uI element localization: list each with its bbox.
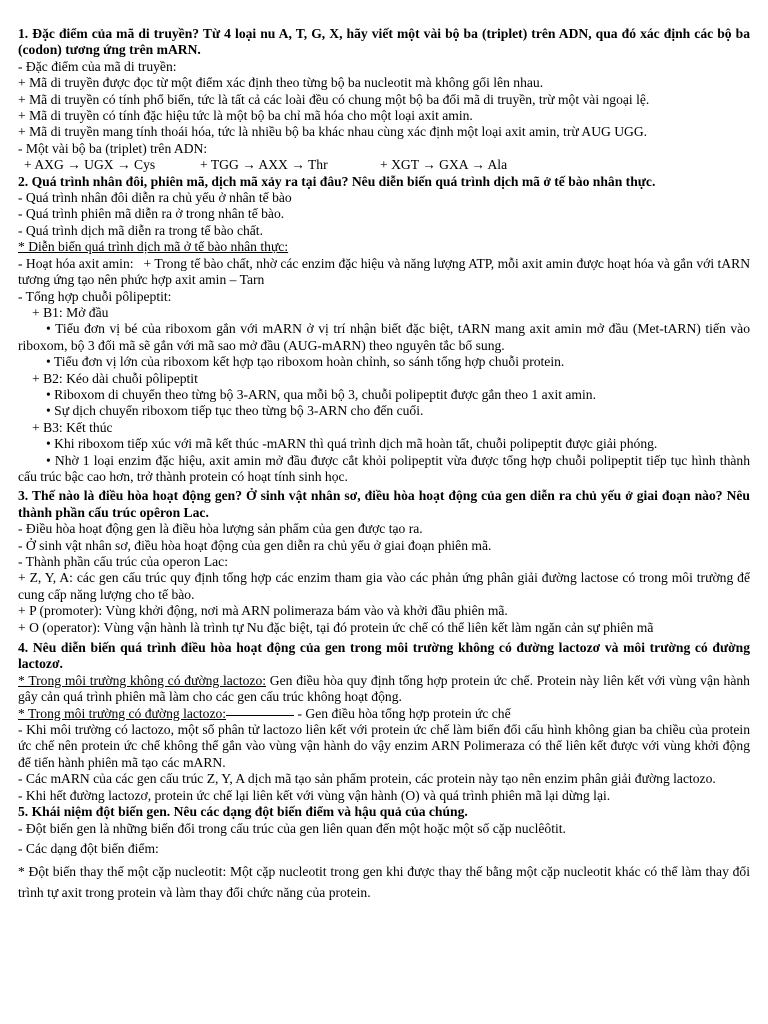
step-b3: + B3: Kết thúc bbox=[32, 419, 113, 435]
lactose-text: - Gen điều hòa tổng hợp protein ức chế bbox=[297, 705, 511, 721]
q3-line: + P (promoter): Vùng khởi động, nơi mà ARN polimeraza bám vào và khởi đầu phiên mã. bbox=[18, 603, 508, 619]
triplet-item: + TGG → AXX → Thr bbox=[200, 157, 328, 173]
q5-line: - Các dạng đột biến điểm: bbox=[18, 840, 159, 856]
q1-line: - Một vài bộ ba (triplet) trên ADN: bbox=[18, 140, 208, 156]
q4-line: - Các mARN của các gen cấu trúc Z, Y, A dịch mã tạo sản phẩm protein, các protein này tạo nên enzim phân giải đường lactozo. bbox=[18, 771, 716, 787]
q4-title: 4. Nêu diễn biến quá trình điều hòa hoạt động của gen trong môi trường không có đường lactozơ và môi trường có đường lactozơ. bbox=[18, 640, 750, 672]
q5-title: 5. Khái niệm đột biến gen. Nêu các dạng đột biến điểm và hậu quả của chúng. bbox=[18, 804, 468, 820]
q2-line: - Quá trình nhân đôi diễn ra chủ yếu ở nhân tế bào bbox=[18, 190, 292, 206]
q1-title: 1. Đặc điểm của mã di truyền? Từ 4 loại nu A, T, G, X, hãy viết một vài bộ ba (triplet) trên ADN, qua đó xác định các bộ ba (codon) tương ứng trên mARN. bbox=[18, 26, 750, 58]
step-b1-b: • Tiểu đơn vị lớn của riboxom kết hợp tạo riboxom hoàn chỉnh, so sánh tổng hợp chuỗi protein. bbox=[46, 354, 565, 370]
triplet-row bbox=[18, 157, 750, 173]
no-lactose-label: * Trong môi trường không có đường lactozo: bbox=[18, 672, 267, 688]
no-lactose-text: Gen điều hòa quy định tổng hợp protein ức chế. Protein này liên kết với vùng vận hành gây cản quá trình phiên mã làm cho các gen cấu trúc không hoạt động. bbox=[18, 672, 750, 705]
q2-activation bbox=[18, 256, 750, 289]
triplet-item: + XGT → GXA → Ala bbox=[380, 157, 508, 173]
q2-synthesis: - Tổng hợp chuỗi pôlipeptit: bbox=[18, 288, 172, 304]
step-b3-b: • Nhờ 1 loại enzim đặc hiệu, axit amin mở đầu được cắt khỏi polipeptit vừa được tổng hợp chuỗi polipeptit tiếp tục hình thành cấu trúc bậc cao hơn, trở thành protein có hoạt tính sinh học. bbox=[18, 452, 750, 484]
triplet-item: + AXG → UGX → Cys bbox=[24, 157, 156, 173]
q1-line: + Mã di truyền mang tính thoái hóa, tức là nhiều bộ ba khác nhau cùng xác định một loại axit amin, trừ AUG UGG. bbox=[18, 124, 648, 140]
q2-heading: * Diễn biến quá trình dịch mã ở tế bào nhân thực: bbox=[18, 239, 289, 255]
q1-line: + Mã di truyền có tính đặc hiệu tức là một bộ ba chỉ mã hóa cho một loại axit amin. bbox=[18, 108, 473, 124]
q2-title: 2. Quá trình nhân đôi, phiên mã, dịch mã xảy ra tại đâu? Nêu diễn biến quá trình dịch mã ở tế bào nhân thực. bbox=[18, 173, 656, 189]
activation-label: - Hoạt hóa axit amin: bbox=[18, 255, 134, 271]
q5-line: * Đột biến thay thế một cặp nucleotit: Một cặp nucleotit trong gen khi được thay thế bằng một cặp nucleotit khác có thể làm thay đổi trình tự axit trong protein và làm thay đổi chức năng của protein. bbox=[18, 864, 750, 901]
step-b2-b: • Sự dịch chuyển riboxom tiếp tục theo từng bộ 3-ARN cho đến cuối. bbox=[46, 403, 424, 419]
q4-line: - Khi hết đường lactozơ, protein ức chế lại liên kết với vùng vận hành (O) và quá trình phiên mã lại dừng lại. bbox=[18, 787, 611, 803]
q4-lactose bbox=[18, 706, 750, 722]
q1-line: + Mã di truyền được đọc từ một điểm xác định theo từng bộ ba nucleotit mà không gối lên nhau. bbox=[18, 75, 544, 91]
q2-line: - Quá trình phiên mã diễn ra ở trong nhân tế bào. bbox=[18, 206, 285, 222]
q3-line: - Điều hòa hoạt động gen là điều hòa lượng sản phẩm của gen được tạo ra. bbox=[18, 521, 423, 537]
q4-line: - Khi môi trường có lactozo, một số phân tử lactozo liên kết với protein ức chế làm biến đổi cấu hình không gian ba chiều của protein ức chế nên protein ức chế không thể gắn vào vùng vận hành do vậy enzim ARN Polimeraza có thể liên kết được với vùng khởi động để tiến hành phiên mã tạo các mARN. bbox=[18, 722, 750, 770]
step-b1-a: • Tiểu đơn vị bé của riboxom gắn với mARN ở vị trí nhận biết đặc biệt, tARN mang axit amin mở đầu (Met-tARN) tiến vào riboxom, bộ 3 đối mã sẽ gắn với mã sao mở đầu (AUG-mARN) theo nguyên tắc bổ sung. bbox=[18, 321, 750, 353]
q3-line: - Thành phần cấu trúc của operon Lac: bbox=[18, 554, 228, 569]
q2-line: - Quá trình dịch mã diễn ra trong tế bào chất. bbox=[18, 222, 263, 238]
q3-line: + Z, Y, A: các gen cấu trúc quy định tổng hợp các enzim tham gia vào các phản ứng phân giải đường lactose có trong môi trường để cung cấp năng lượng cho tế bào. bbox=[18, 570, 750, 602]
q1-line: - Đặc điểm của mã di truyền: bbox=[18, 58, 177, 74]
q3-title: 3. Thế nào là điều hòa hoạt động gen? Ở sinh vật nhân sơ, điều hòa hoạt động của gen diễn ra chủ yếu ở giai đoạn nào? Nêu thành phần cấu trúc opêron Lac. bbox=[18, 488, 750, 520]
step-b3-a: • Khi riboxom tiếp xúc với mã kết thúc -mARN thì quá trình dịch mã hoàn tất, chuỗi polipeptit được giải phóng. bbox=[46, 436, 658, 452]
step-b2-a: • Riboxom di chuyển theo từng bộ 3-ARN, qua mỗi bộ 3, chuỗi polipeptit được gắn theo 1 axit amin. bbox=[46, 386, 596, 402]
step-b2: + B2: Kéo dài chuỗi pôlipeptit bbox=[32, 370, 198, 386]
q3-line: + O (operator): Vùng vận hành là trình tự Nu đặc biệt, tại đó protein ức chế có thể liên kết làm ngăn cản sự phiên mã bbox=[18, 619, 654, 635]
step-b1: + B1: Mở đầu bbox=[32, 304, 109, 320]
activation-text: + Trong tế bào chất, nhờ các enzim đặc hiệu và năng lượng ATP, mỗi axit amin được hoạt hóa và gắn với tARN tương ứng tạo nên phức hợp axit amin – Tarn bbox=[18, 255, 751, 288]
q1-line: + Mã di truyền có tính phổ biến, tức là tất cả các loài đều có chung một bộ ba đối mã di truyền, trừ một vài ngoại lệ. bbox=[18, 91, 650, 107]
lactose-label: * Trong môi trường có đường lactozo: bbox=[18, 705, 227, 721]
underline-blank bbox=[226, 715, 294, 716]
q3-line: - Ở sinh vật nhân sơ, điều hòa hoạt động của gen diễn ra chủ yếu ở giai đoạn phiên mã. bbox=[18, 537, 492, 553]
q5-line: - Đột biến gen là những biến đổi trong cấu trúc của gen liên quan đến một hoặc một số cặp nuclêôtit. bbox=[18, 820, 566, 836]
q4-no-lactose bbox=[18, 673, 750, 706]
